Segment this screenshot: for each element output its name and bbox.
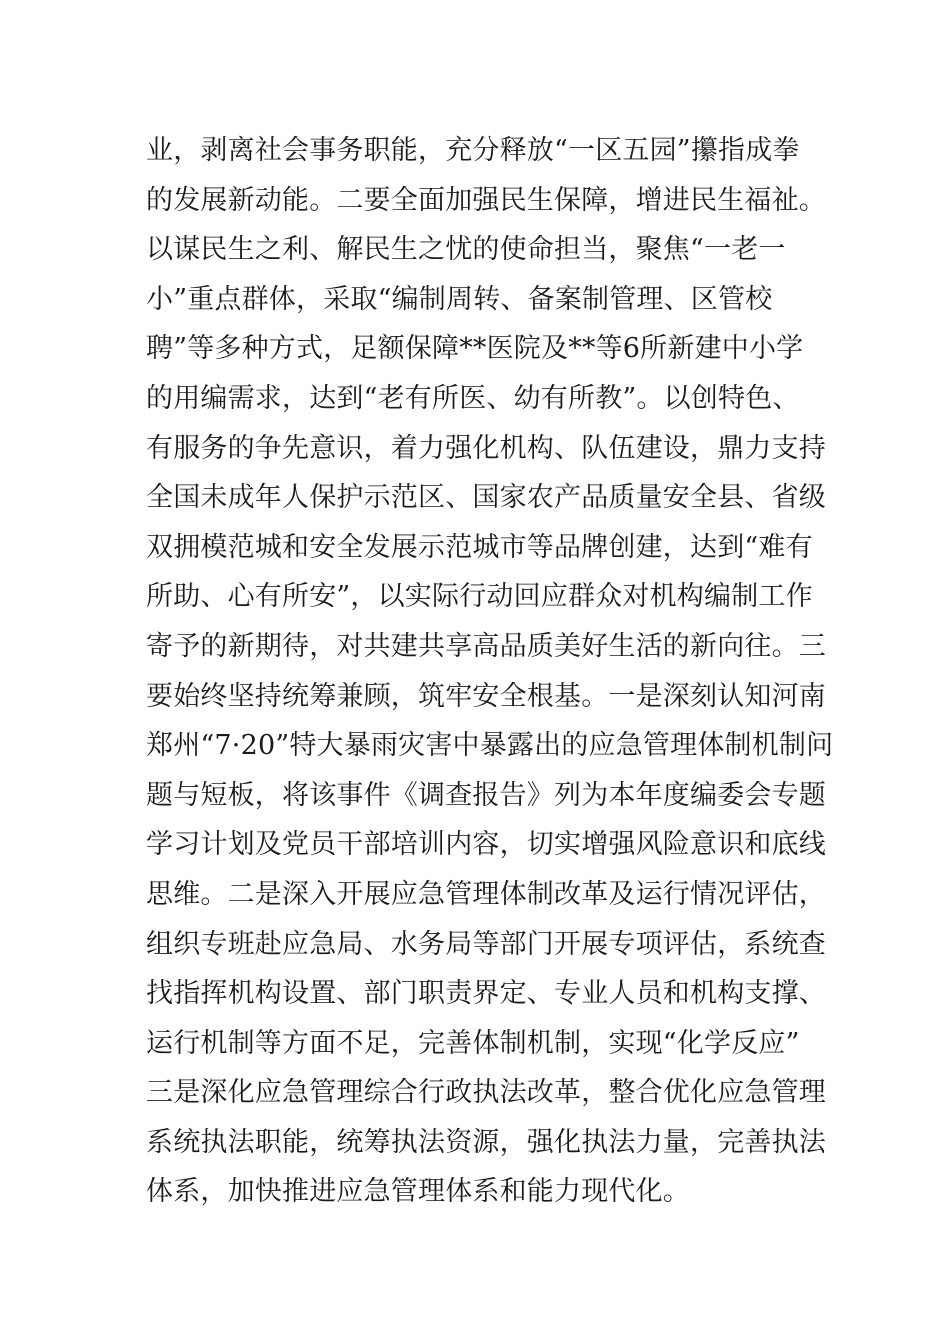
text-line-9: 双拥模范城和安全发展示范城市等品牌创建，达到“难有 <box>146 531 813 563</box>
text-line-14: 题与短板，将该事件《调查报告》列为本年度编委会专题 <box>146 779 826 811</box>
text-line-8: 全国未成年人保护示范区、国家农产品质量安全县、省级 <box>146 482 826 514</box>
text-line-1: 业，剥离社会事务职能，充分释放“一区五园”攥指成拳 <box>146 135 800 166</box>
text-line-21: 系统执法职能，统筹执法资源，强化执法力量，完善执法 <box>146 1126 826 1158</box>
text-line-2: 的发展新动能。二要全面加强民生保障，增进民生福祉。 <box>146 184 826 216</box>
text-line-20: 三是深化应急管理综合行政执法改革，整合优化应急管理 <box>146 1077 826 1109</box>
text-line-13: 郑州“7·20”特大暴雨灾害中暴露出的应急管理体制机制问 <box>146 730 834 762</box>
text-line-4: 小”重点群体，采取“编制周转、备案制管理、区管校 <box>146 283 773 315</box>
body-paragraph <box>146 126 834 1217</box>
text-line-7: 有服务的争先意识，着力强化机构、队伍建设，鼎力支持 <box>146 432 826 464</box>
text-line-5: 聘”等多种方式，足额保障**医院及**等6所新建中小学 <box>146 333 804 365</box>
text-line-6: 的用编需求，达到“老有所医、幼有所教”。以创特色、 <box>146 382 800 414</box>
text-line-17: 组织专班赴应急局、水务局等部门开展专项评估，系统查 <box>146 928 826 960</box>
text-line-22: 体系，加快推进应急管理体系和能力现代化。 <box>146 1176 690 1208</box>
text-line-3: 以谋民生之利、解民生之忧的使命担当，聚焦“一老一 <box>146 234 786 266</box>
text-line-18: 找指挥机构设置、部门职责界定、专业人员和机构支撑、 <box>146 978 826 1010</box>
text-line-16: 思维。二是深入开展应急管理体制改革及运行情况评估， <box>146 878 826 910</box>
text-line-12: 要始终坚持统筹兼顾，筑牢安全根基。一是深刻认知河南 <box>146 680 826 712</box>
text-line-11: 寄予的新期待，对共建共享高品质美好生活的新向往。三 <box>146 630 826 662</box>
text-line-10: 所助、心有所安”，以实际行动回应群众对机构编制工作 <box>146 581 813 613</box>
text-line-15: 学习计划及党员干部培训内容，切实增强风险意识和底线 <box>146 829 826 861</box>
text-line-19: 运行机制等方面不足，完善体制机制，实现“化学反应” <box>146 1027 800 1059</box>
